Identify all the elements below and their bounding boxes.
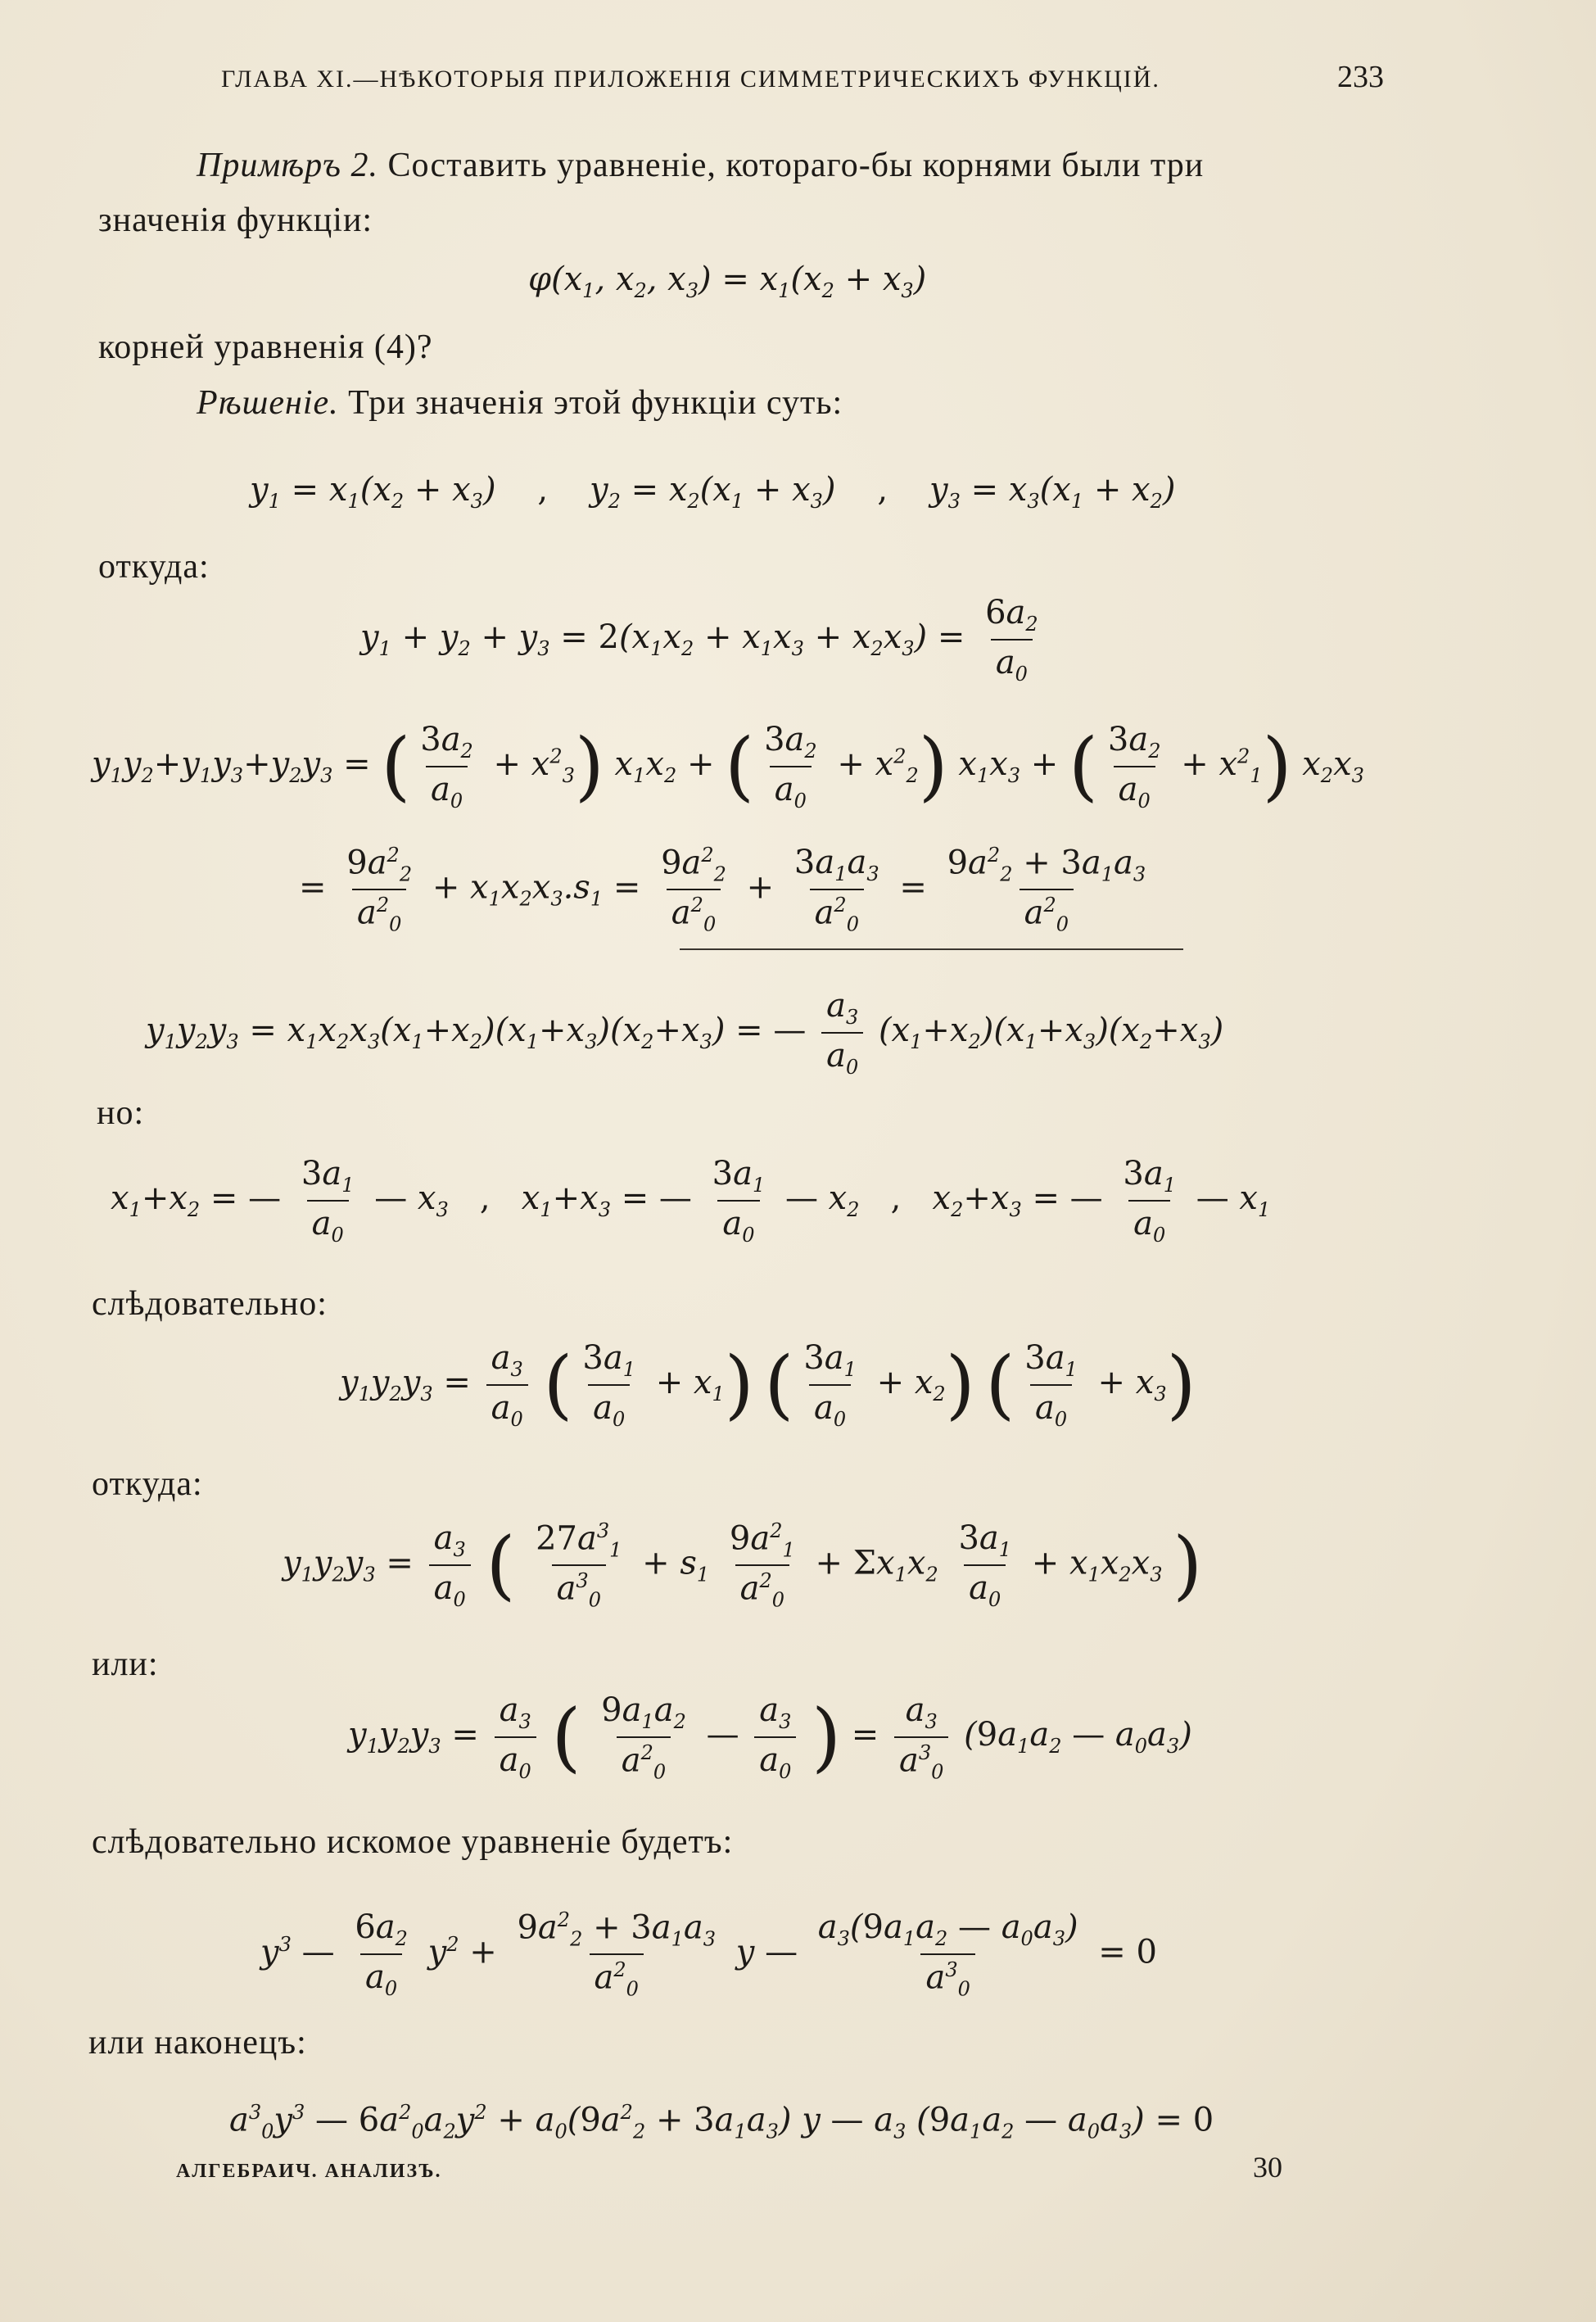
running-header <box>221 59 1384 95</box>
solution-label: Рѣшеніе. <box>197 384 339 422</box>
example-line-2: значенія функціи: <box>98 201 373 239</box>
equation-final: $a^3_0y^3$ — $6a^2_0a_2y^2 + a_0(9a^2_2 + 3a_1a_3)$ y — $a_3$ ($9a_1a_2$ — $a_0a_3) = 0$ <box>229 2101 1214 2143</box>
equation-sum-y: $y_1 + y_2 + y_3 = 2(x_1x_2 + x_1x_3 + x_2x_3)$ = $\frac{6a_2}{a_0}$ <box>360 594 1038 686</box>
equation-phi: $\varphi(x_1$, $x_2$, $x_3) = x_1(x_2 + x_3)$ <box>528 260 927 302</box>
equation-pair-products: $y_1y_2+y_1y_3+y_2y_3$ = ( $\frac{3a_2}{a_0}$ + $x^2_3$) $x_1x_2$ + ( $\frac{3a_2}{a_0}$ + $x^2_2$) $x_1x_3$ + ( $\frac{3a_2}{a_0}$ + $x^2_1$) $x_2x_3$ <box>92 721 1364 812</box>
example-paragraph <box>197 146 1204 185</box>
equation-cubic: $y^3$ — $\frac{6a_2}{a_0}$ $y^2$ + $\frac{9a^2_2 + 3a_1a_3}{a^2_0}$ y — $\frac{a_3(9a_1a_2 — a_0a_3)}{a^3_0}$ = 0 <box>260 1908 1157 2001</box>
solution-paragraph <box>197 383 843 423</box>
consequently-label-1: слѣдовательно: <box>92 1285 328 1323</box>
roots-reference: корней уравненія (4)? <box>98 328 433 366</box>
whence-label-2: откуда: <box>92 1465 203 1503</box>
example-line-1: Составить уравненіе, котораго-бы корнями были три <box>387 147 1205 184</box>
equation-pair-products-result: = $\frac{9a^2_2}{a^2_0}$ + $x_1x_2x_3.s_1$ = $\frac{9a^2_2}{a^2_0}$ + $\frac{3a_1a_3}{a^2_0}$ = $\frac{9a^2_2 + 3a_1a_3}{a^2_0}$ <box>299 844 1146 936</box>
equation-triple-product: $y_1y_2y_3 = x_1x_2x_3(x_1+x_2)(x_1+x_3)(x_2+x_3)$ = — $\frac{a_3}{a_0}$ $(x_1+x_2)(x_1+x_3)(x_2+x_3)$ <box>146 987 1224 1079</box>
solution-text: Три значенія этой функціи суть: <box>348 384 843 422</box>
consequently-equation-label: слѣдовательно искомое уравненіе будетъ: <box>92 1823 734 1861</box>
equation-triple-product-2: $y_1y_2y_3$ = $\frac{a_3}{a_0}$ ( $\frac{3a_1}{a_0}$ + $x_1$) ( $\frac{3a_1}{a_0}$ + $x_2$) ( $\frac{3a_1}{a_0}$ + $x_3$) <box>340 1339 1196 1431</box>
signature-mark: 30 <box>1253 2151 1282 2184</box>
page-number: 233 <box>1337 60 1384 94</box>
chapter-title: ГЛАВА XI.—НѢКОТОРЫЯ ПРИЛОЖЕНІЯ СИММЕТРИЧЕСКИХЪ ФУНКЦІЙ. <box>221 66 1160 93</box>
equation-y-values: $y_1 = x_1(x_2 + x_3)$ , $y_2 = x_2(x_1 + x_3)$ , $y_3 = x_3(x_1 + x_2)$ <box>250 471 1176 513</box>
equation-triple-product-3: $y_1y_2y_3$ = $\frac{a_3}{a_0}$ ( $\frac{27a^3_1}{a^3_0}$ + $s_1$ $\frac{9a^2_1}{a^2_0}$ + $\Sigma x_1x_2$ $\frac{3a_1}{a_0}$ + $x_1x_2x_3$ ) <box>283 1519 1203 1612</box>
whence-label-1: откуда: <box>98 548 210 586</box>
but-label: но: <box>97 1094 145 1132</box>
equation-pair-sums: $x_1+x_2$ = — $\frac{3a_1}{a_0}$ — $x_3$ , $x_1+x_3$ = — $\frac{3a_1}{a_0}$ — $x_2$ , $x_2+x_3$ = — $\frac{3a_1}{a_0}$ — $x_1$ <box>111 1155 1271 1247</box>
or-label-1: или: <box>92 1645 159 1683</box>
or-finally-label: или наконецъ: <box>88 2024 307 2062</box>
equation-triple-product-4: $y_1y_2y_3$ = $\frac{a_3}{a_0}$ ( $\frac{9a_1a_2}{a^2_0}$ — $\frac{a_3}{a_0}$ ) = $\frac{a_3}{a^3_0}$ ($9a_1a_2$ — $a_0a_3$) <box>348 1691 1192 1784</box>
footer-book-title: АЛГЕБРАИЧ. АНАЛИЗЪ. <box>176 2161 442 2182</box>
underline-rule <box>680 948 1183 950</box>
example-label: Примѣръ 2. <box>197 147 378 184</box>
